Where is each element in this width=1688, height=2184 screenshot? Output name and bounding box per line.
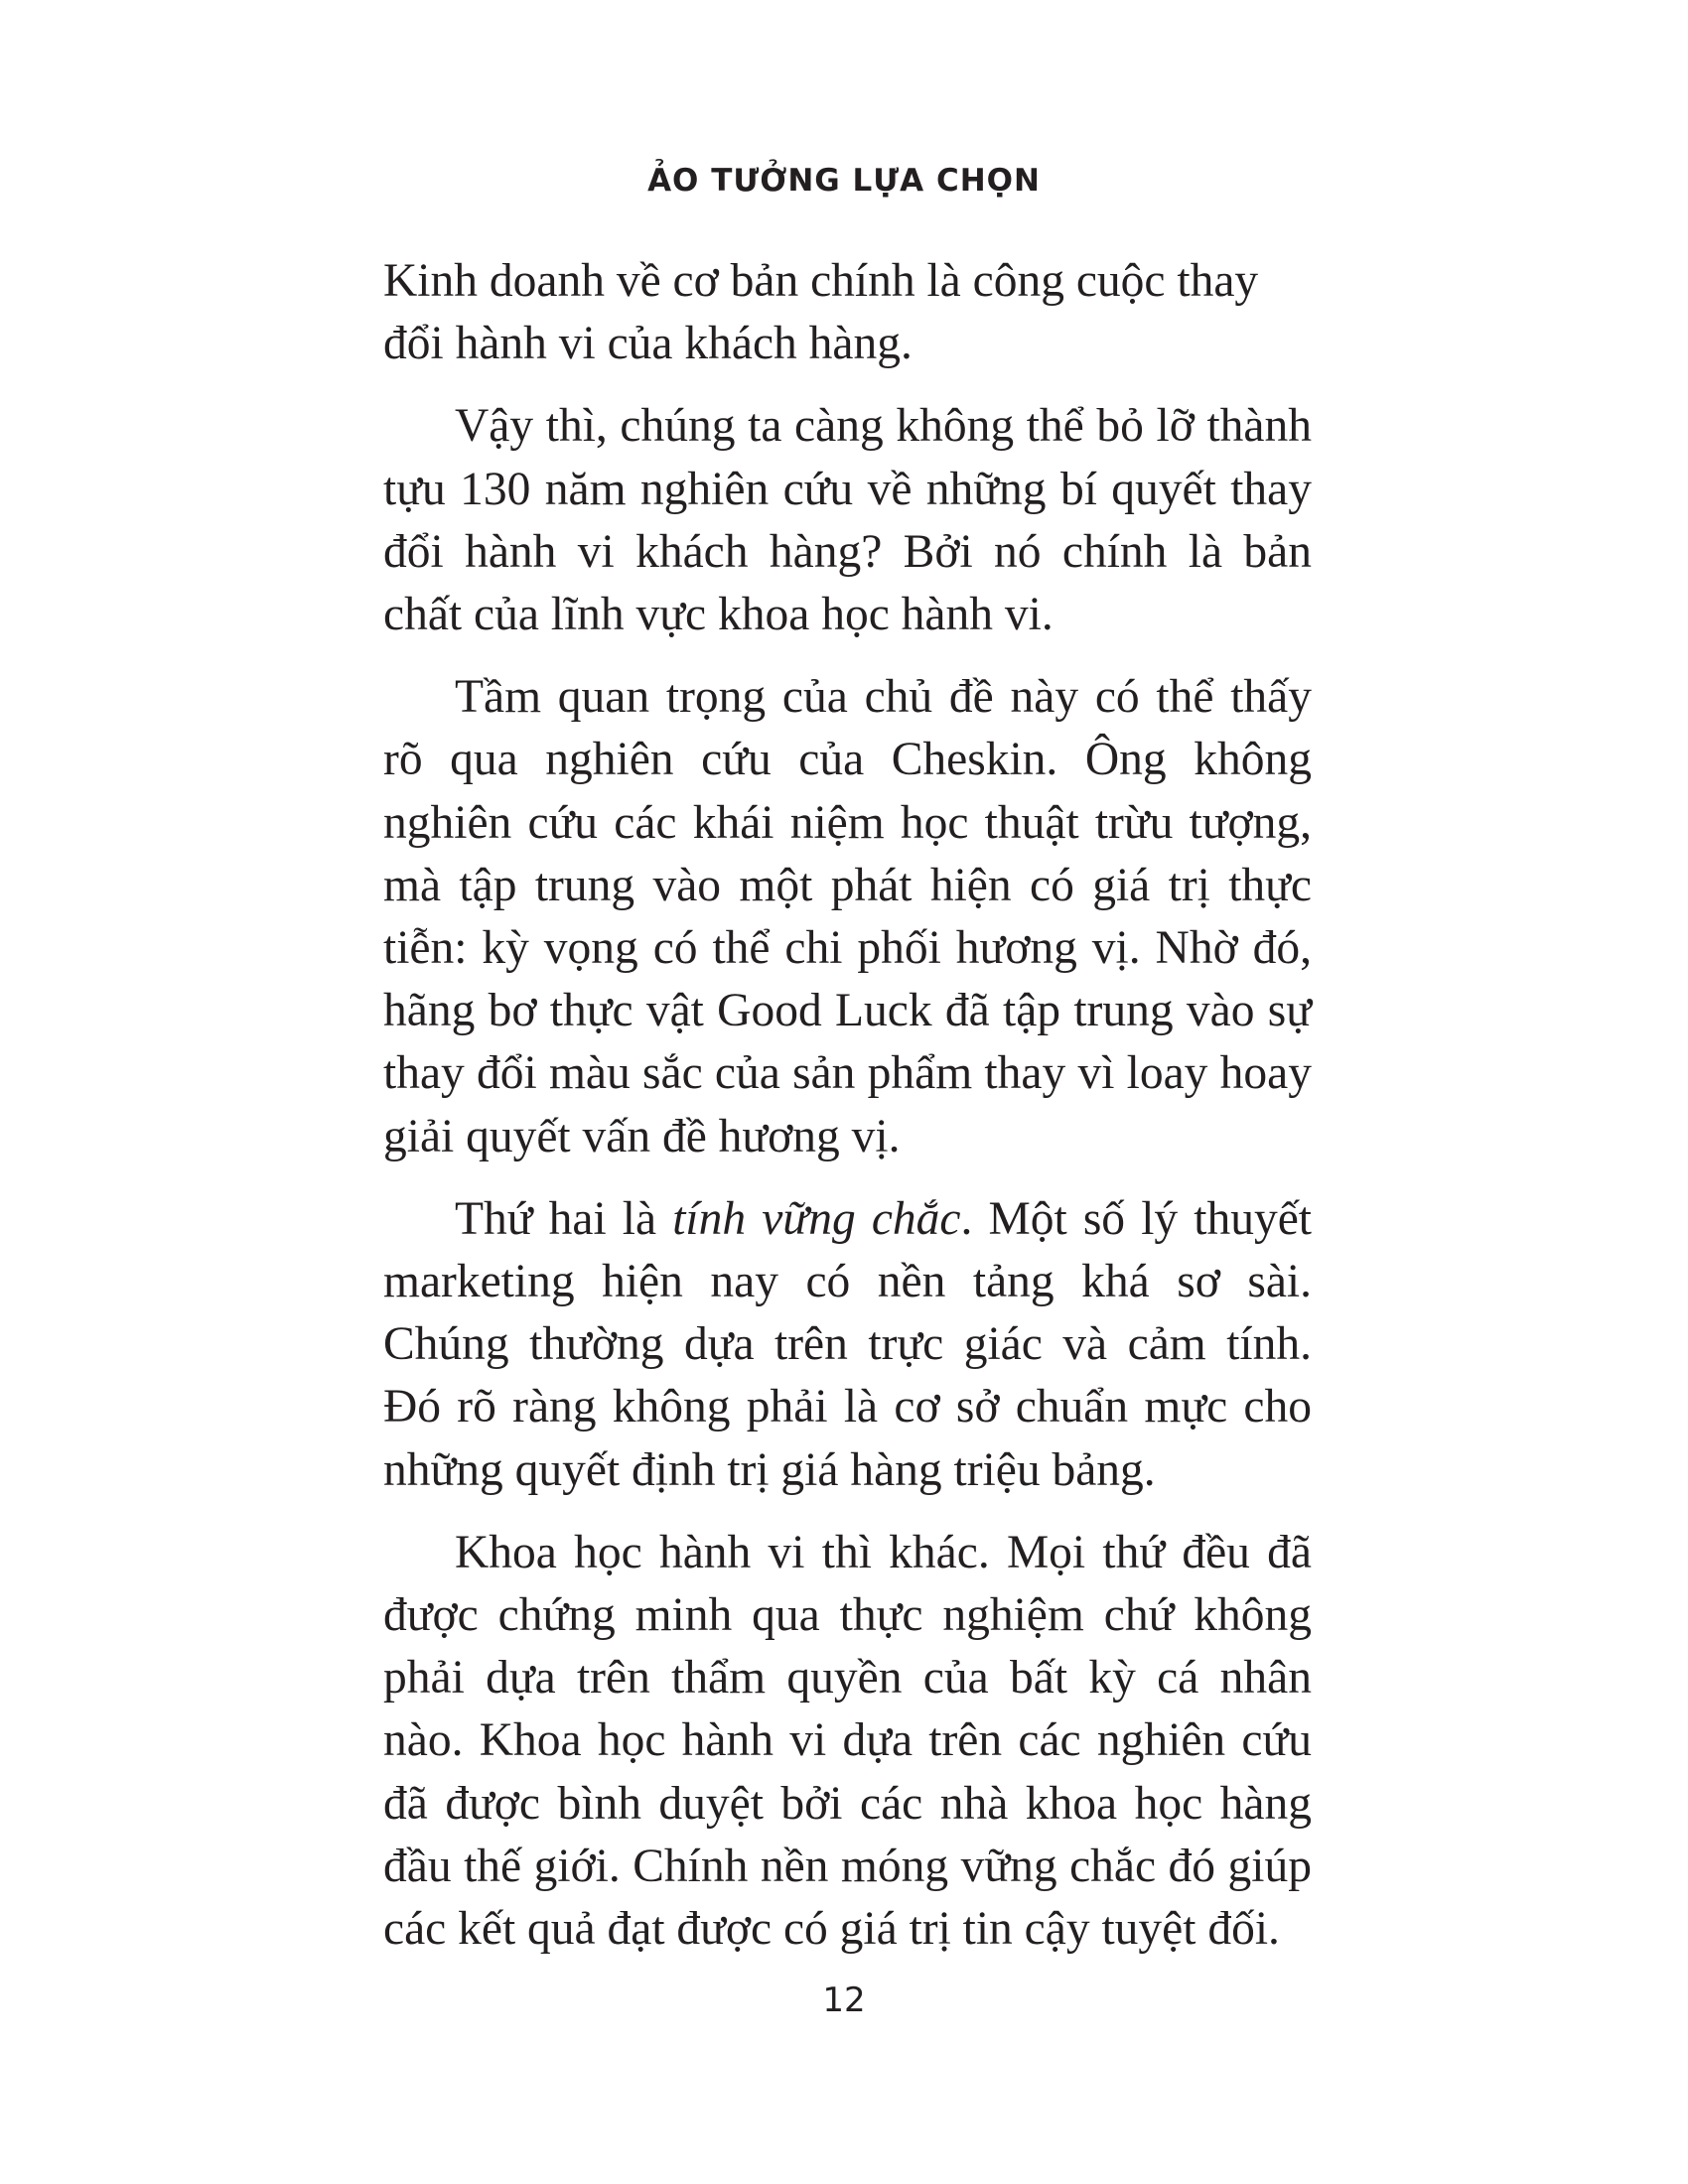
- paragraph-3: Tầm quan trọng của chủ đề này có thể thấy rõ qua nghiên cứu của Cheskin. Ông không nghiên cứu các khái niệm học thuật trừu tượng, mà tập trung vào một phát hiện có giá trị thực tiễn: kỳ vọng có thể chi phối hương vị. Nhờ đó, hãng bơ thực vật Good Luck đã tập trung vào sự thay đổi màu sắc của sản phẩm thay vì loay hoay giải quyết vấn đề hương vị.: [383, 671, 1312, 1162]
- paragraph-5: Khoa học hành vi thì khác. Mọi thứ đều đã được chứng minh qua thực nghiệm chứ không phải dựa trên thẩm quyền của bất kỳ cá nhân nào. Khoa học hành vi dựa trên các nghiên cứu đã được bình duyệt bởi các nhà khoa học hàng đầu thế giới. Chính nền móng vững chắc đó giúp các kết quả đạt được có giá trị tin cậy tuyệt đối.: [383, 1526, 1312, 1956]
- emphasis-term: tính vững chắc: [672, 1192, 961, 1245]
- paragraph-4-rest: . Một số lý thuyết marketing hiện nay có nền tảng khá sơ sài. Chúng thường dựa trên trực giác và cảm tính. Đó rõ ràng không phải là cơ sở chuẩn mực cho những quyết định trị giá hàng triệu bảng.: [383, 1192, 1312, 1496]
- paragraph-1: Kinh doanh về cơ bản chính là công cuộc thay đổi hành vi của khách hàng.: [383, 255, 1259, 370]
- paragraph-4-intro: Thứ hai là: [455, 1192, 673, 1245]
- page-number: 12: [822, 1980, 866, 2020]
- paragraph-2: Vậy thì, chúng ta càng không thể bỏ lỡ thành tựu 130 năm nghiên cứu về những bí quyết thay đổi hành vi khách hàng? Bởi nó chính là bản chất của lĩnh vực khoa học hành vi.: [383, 400, 1312, 641]
- paragraph-4: [383, 1188, 1312, 1502]
- body-text: [383, 250, 1312, 1980]
- running-header: ẢO TƯỞNG LỰA CHỌN: [647, 163, 1041, 199]
